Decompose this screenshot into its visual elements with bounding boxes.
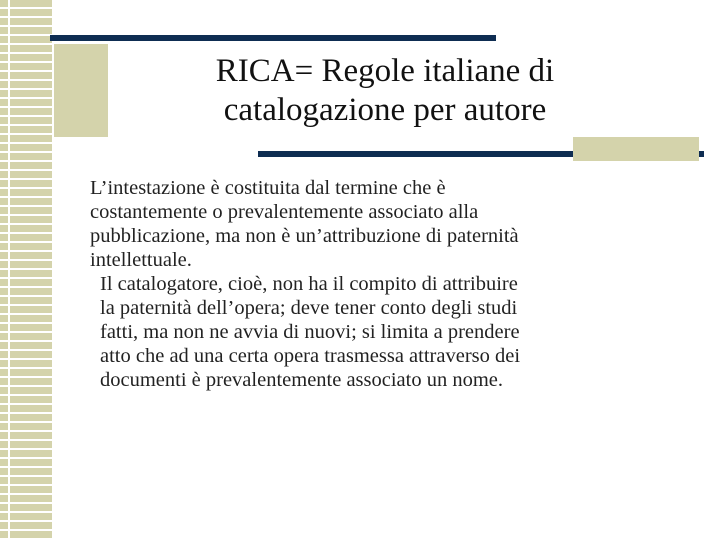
- paragraph-2: [90, 272, 700, 392]
- paragraph-2-line-1: Il catalogatore, cioè, non ha il compito di attribuire: [100, 273, 518, 295]
- paragraph-2-line-5: documenti è prevalentemente associato un nome.: [100, 369, 504, 391]
- title-line-1: RICA= Regole italiane di: [215, 53, 555, 89]
- paragraph-1: [90, 176, 700, 272]
- top-accent-square: [54, 44, 108, 137]
- left-striped-border: [0, 0, 52, 540]
- paragraph-2-line-3: fatti, ma non ne avvia di nuovi; si limita a prendere: [100, 321, 520, 343]
- top-accent-bar: [50, 35, 496, 41]
- paragraph-1-line-2: costantemente o prevalentemente associato alla: [90, 201, 479, 223]
- title-line-2: catalogazione per autore: [223, 92, 547, 128]
- slide-title: [150, 52, 620, 130]
- paragraph-1-line-1: L’intestazione è costituita dal termine che è: [90, 177, 446, 199]
- slide-body: [90, 176, 700, 392]
- paragraph-1-line-4: intellettuale.: [90, 249, 192, 271]
- paragraph-2-line-4: atto che ad una certa opera trasmessa attraverso dei: [100, 345, 521, 367]
- paragraph-2-line-2: la paternità dell’opera; deve tener conto degli studi: [100, 297, 518, 319]
- paragraph-1-line-3: pubblicazione, ma non è un’attribuzione di paternità: [90, 225, 519, 247]
- bottom-accent-square: [573, 137, 699, 161]
